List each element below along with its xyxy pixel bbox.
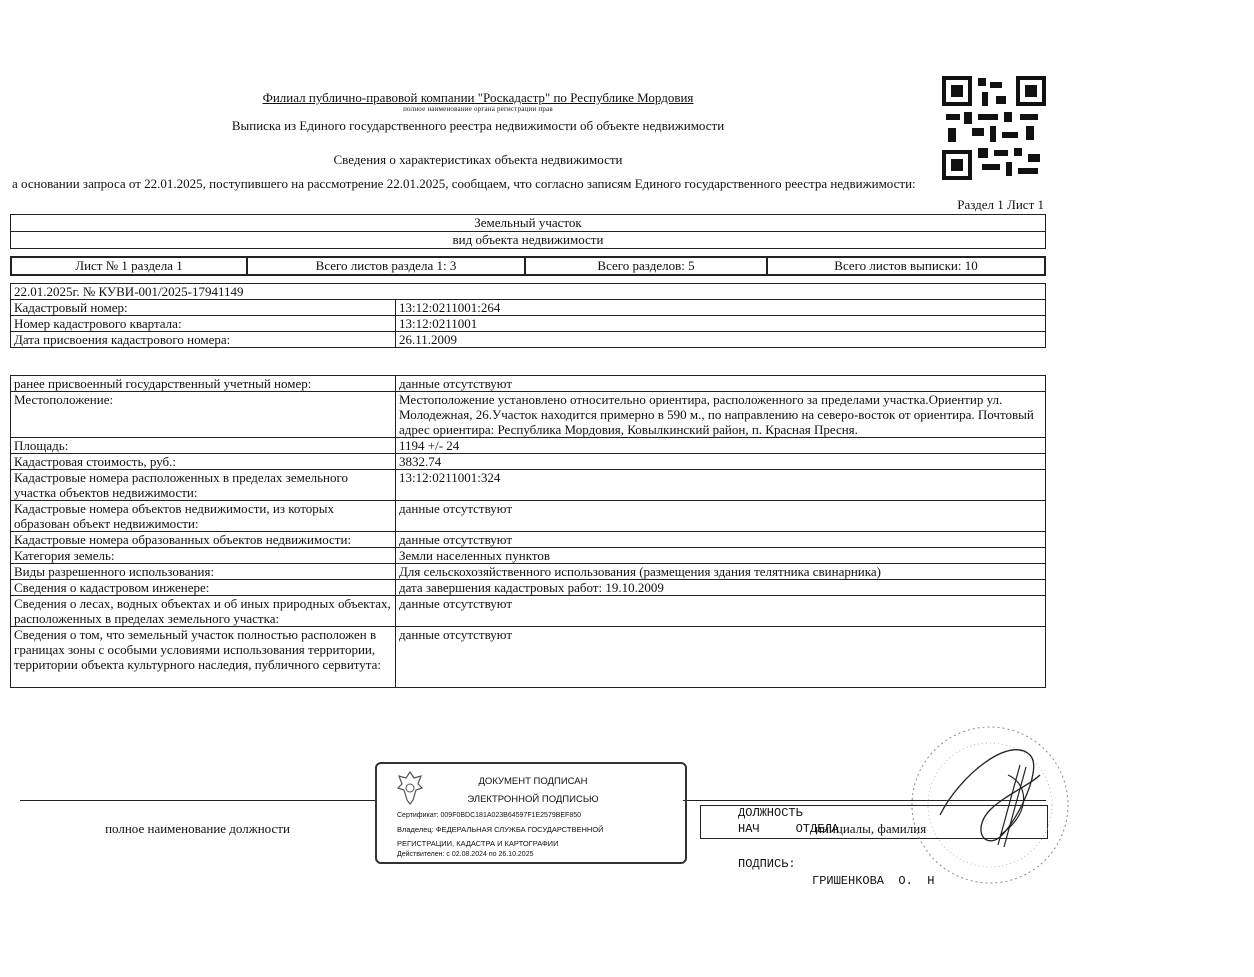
row-value: Для сельскохозяйственного использования (размещения здания телятника свинарника) [396,564,1046,580]
table-row [11,316,1046,332]
cadastral-table [10,283,1046,348]
stamp-name: ГРИШЕНКОВА О. Н [812,874,935,888]
owner-line-1: Владелец: ФЕДЕРАЛЬНАЯ СЛУЖБА ГОСУДАРСТВЕННОЙ [397,825,604,834]
stamp-line-2: ЭЛЕКТРОННОЙ ПОДПИСЬЮ [467,794,599,805]
row-label: Сведения о лесах, водных объектах и об иных природных объектах, расположенных в пределах земельного участка: [11,596,396,627]
stamp-position: ДОЛЖНОСТЬ [738,806,803,820]
row-label: ранее присвоенный государственный учетный номер: [11,376,396,392]
row-label: Номер кадастрового квартала: [11,316,396,332]
section-sheet-ref: Раздел 1 Лист 1 [957,197,1044,212]
row-label: Местоположение: [11,392,396,438]
row-value: 3832.74 [396,454,1046,470]
request-text: а основании запроса от 22.01.2025, поступившего на рассмотрение 22.01.2025, сообщаем, что согласно записям Единого государственного реестра недвижимости: [12,176,916,191]
row-value: 26.11.2009 [396,332,1046,348]
table-row [11,548,1046,564]
stamp-line-1: ДОКУМЕНТ ПОДПИСАН [478,776,588,787]
row-label: Дата присвоения кадастрового номера: [11,332,396,348]
row-label: Кадастровая стоимость, руб.: [11,454,396,470]
e-signature-stamp [375,762,687,864]
row-value: Земли населенных пунктов [396,548,1046,564]
row-value: 1194 +/- 24 [396,438,1046,454]
position-caption: полное наименование должности [105,821,290,836]
object-type-table [10,214,1046,249]
qr-code-icon [942,76,1046,180]
table-row [11,332,1046,348]
handwritten-signature [880,715,1090,895]
table-row [11,300,1046,316]
total-sections: Всего разделов: 5 [525,257,767,275]
row-value: дата завершения кадастровых работ: 19.10.2009 [396,580,1046,596]
sheets-table [10,256,1046,276]
table-row [11,580,1046,596]
object-type-caption: вид объекта недвижимости [11,232,1046,249]
row-value: данные отсутствуют [396,376,1046,392]
validity-text: Действителен: с 02.08.2024 по 26.10.2025 [397,851,534,858]
row-value: данные отсутствуют [396,596,1046,627]
row-value: Местоположение установлено относительно ориентира, расположенного за пределами участка.Ориентир ул. Молодежная, 26.Участок находится примерно в 590 м., по направлению на северо-восток от ориентира. Почтовый адрес ориентира: Республика Мордовия, Ковылкинский район, п. Красная Пресня. [396,392,1046,438]
table-row [11,627,1046,688]
certificate-text: Сертификат: 009F0BDC181A023B64597F1E2579BEF850 [397,812,582,819]
row-label: Сведения о том, что земельный участок полностью расположен в границах зоны с особыми условиями использования территории, территории объекта культурного наследия, публичного сервитута: [11,627,396,688]
table-row [11,501,1046,532]
table-row [11,564,1046,580]
table-row [11,596,1046,627]
position-line [20,800,375,801]
row-label: Кадастровые номера объектов недвижимости, из которых образован объект недвижимости: [11,501,396,532]
row-label: Кадастровый номер: [11,300,396,316]
table-row [11,376,1046,392]
total-sheets-section: Всего листов раздела 1: 3 [247,257,525,275]
total-sheets-extract: Всего листов выписки: 10 [767,257,1045,275]
row-value: данные отсутствуют [396,627,1046,688]
row-value: данные отсутствуют [396,532,1046,548]
initials-caption: инициалы, фамилия [815,821,927,836]
extract-number: 22.01.2025г. № КУВИ-001/2025-17941149 [11,284,1046,300]
table-row [11,438,1046,454]
stamp-signature-label: ПОДПИСЬ: [738,857,796,871]
details-table [10,375,1046,688]
row-value: данные отсутствуют [396,501,1046,532]
owner-line-2: РЕГИСТРАЦИИ, КАДАСТРА И КАРТОГРАФИИ [397,839,559,848]
document-subtitle: Сведения о характеристиках объекта недвижимости [333,152,623,167]
row-label: Категория земель: [11,548,396,564]
row-label: Площадь: [11,438,396,454]
row-value: 13:12:0211001 [396,316,1046,332]
organization-caption: полное наименование органа регистрации прав [403,105,553,113]
table-row [11,470,1046,501]
document-title: Выписка из Единого государственного реестра недвижимости об объекте недвижимости [231,118,725,133]
row-label: Кадастровые номера расположенных в пределах земельного участка объектов недвижимости: [11,470,396,501]
table-row [11,532,1046,548]
stamp-position-2: НАЧ ОТДЕЛА [738,822,839,836]
sheet-number: Лист № 1 раздела 1 [11,257,247,275]
row-value: 13:12:0211001:264 [396,300,1046,316]
row-label: Кадастровые номера образованных объектов недвижимости: [11,532,396,548]
object-type: Земельный участок [11,215,1046,232]
row-value: 13:12:0211001:324 [396,470,1046,501]
table-row [11,392,1046,438]
organization-name: Филиал публично-правовой компании "Роскадастр" по Республике Мордовия [262,90,694,105]
row-label: Сведения о кадастровом инженере: [11,580,396,596]
row-label: Виды разрешенного использования: [11,564,396,580]
table-row [11,454,1046,470]
